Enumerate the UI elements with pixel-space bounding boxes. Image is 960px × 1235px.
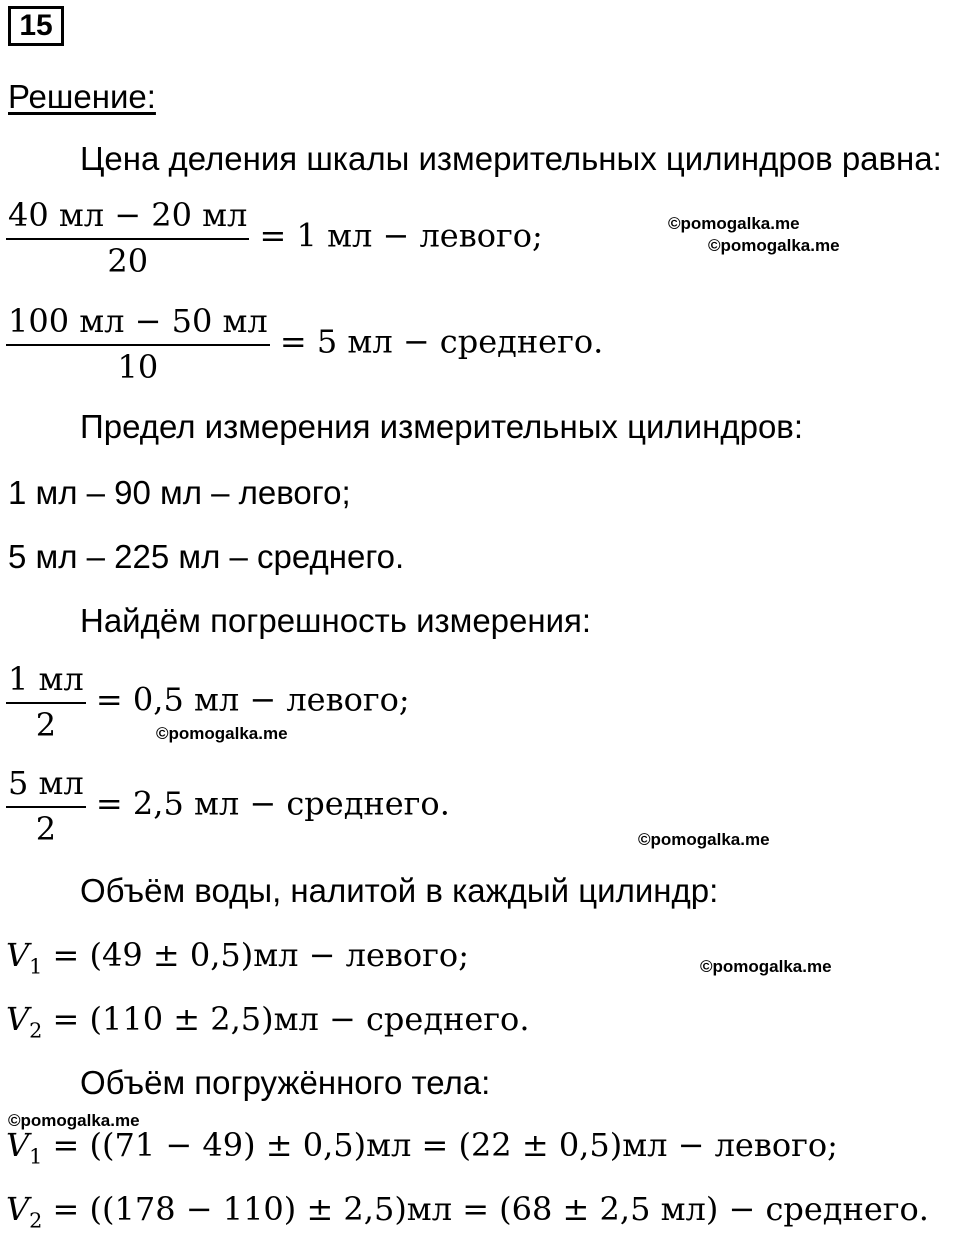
task-number: 15 bbox=[8, 6, 64, 46]
fraction-denominator: 10 bbox=[117, 348, 159, 386]
variable-subscript: 1 bbox=[29, 1144, 43, 1169]
body-v2-formula bbox=[6, 1190, 929, 1232]
body-v1-formula bbox=[6, 1126, 838, 1168]
fraction-denominator: 20 bbox=[107, 242, 149, 280]
solution-heading: Решение: bbox=[8, 78, 156, 115]
watermark: ©pomogalka.me bbox=[700, 957, 832, 976]
water-intro: Объём воды, налитой в каждый цилиндр: bbox=[80, 872, 719, 909]
water-v1-formula bbox=[6, 936, 469, 978]
variable-subscript: 1 bbox=[29, 954, 43, 979]
body-intro: Объём погружённого тела: bbox=[80, 1064, 491, 1101]
fraction-denominator: 2 bbox=[35, 810, 57, 848]
watermark: ©pomogalka.me bbox=[668, 214, 800, 233]
variable-subscript: 2 bbox=[29, 1208, 43, 1233]
error-middle-result: = 2,5 мл − среднего. bbox=[95, 784, 450, 823]
error-left-fraction bbox=[6, 660, 86, 744]
variable-symbol: V bbox=[6, 1000, 30, 1038]
error-left-result: = 0,5 мл − левого; bbox=[95, 680, 410, 719]
water-v2-expression: = (110 ± 2,5)мл − среднего. bbox=[52, 1000, 530, 1038]
watermark: ©pomogalka.me bbox=[708, 236, 840, 255]
error-middle-formula bbox=[6, 764, 450, 848]
division-middle-result: = 5 мл − среднего. bbox=[279, 322, 604, 361]
fraction-denominator: 2 bbox=[35, 706, 57, 744]
division-left-formula bbox=[6, 196, 543, 280]
fraction-numerator: 40 мл − 20 мл bbox=[8, 196, 248, 234]
division-intro: Цена деления шкалы измерительных цилиндров равна: bbox=[80, 140, 942, 177]
error-middle-fraction bbox=[6, 764, 86, 848]
fraction-numerator: 100 мл − 50 мл bbox=[8, 302, 268, 340]
variable-symbol: V bbox=[6, 1190, 30, 1228]
body-v2-expression: = ((178 − 110) ± 2,5)мл = (68 ± 2,5 мл) − среднего. bbox=[52, 1190, 929, 1228]
variable-symbol: V bbox=[6, 1126, 30, 1164]
variable-subscript: 2 bbox=[29, 1018, 43, 1043]
watermark: ©pomogalka.me bbox=[156, 724, 288, 743]
division-left-result: = 1 мл − левого; bbox=[259, 216, 543, 255]
body-v1-expression: = ((71 − 49) ± 0,5)мл = (22 ± 0,5)мл − левого; bbox=[52, 1126, 838, 1164]
watermark: ©pomogalka.me bbox=[8, 1111, 140, 1130]
limit-intro: Предел измерения измерительных цилиндров: bbox=[80, 408, 804, 445]
division-middle-formula bbox=[6, 302, 603, 386]
variable-symbol: V bbox=[6, 936, 30, 974]
limit-middle: 5 мл – 225 мл – среднего. bbox=[8, 538, 405, 575]
limit-left: 1 мл – 90 мл – левого; bbox=[8, 474, 351, 511]
fraction-numerator: 1 мл bbox=[8, 660, 84, 698]
error-intro: Найдём погрешность измерения: bbox=[80, 602, 592, 639]
water-v1-expression: = (49 ± 0,5)мл − левого; bbox=[52, 936, 469, 974]
water-v2-formula bbox=[6, 1000, 529, 1042]
fraction-numerator: 5 мл bbox=[8, 764, 84, 802]
division-left-fraction bbox=[6, 196, 249, 280]
division-middle-fraction bbox=[6, 302, 270, 386]
watermark: ©pomogalka.me bbox=[638, 830, 770, 849]
